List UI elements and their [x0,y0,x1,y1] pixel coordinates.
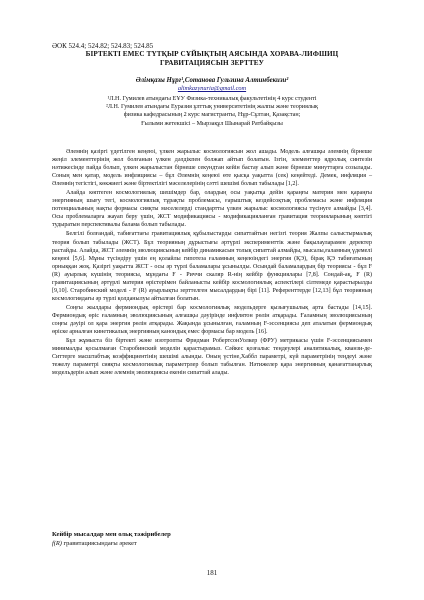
affiliation-line: Ғылыми жетекшісі – Мырзақұл Шынарай Ратбайқызы [141,120,283,127]
section-subline-text: гравитациясындағы әрекет [63,540,137,547]
body-paragraph: Бұл жұмыста біз біртекті және изотропты Фридман РобертсонУолкер (ФРУ) метрикасы үшін F-эссенциясымен минималды қосылмаған Старобинский моделін қарастырамыз. Сәйкес қозғалыс теңдеулері аналитикалық, кванзи-де-Ситтерге масштабтық коэффициентінің шешімі алынды. Оның үстіне,Хаббл параметрі, күй параметрінің теңдеуі және тежелу параметрі сияқты космологиялық параметрлер болып табылған. Нәтижелер қара энергияның қанағаттанарлық модельдерін алып және әлемнің эволюциясы екенін сипаттай алады. [52,338,372,377]
body-paragraph: Алайда көптеген космологиялық шешімдер бар, олардың осы уақытқа дейін қараңғы материя мен қараңғы энергияның шығу тегі, космологиялық тұрақты проблемасы, ғарыштық кездейсоқтық проблемасы және инфляция потенциалының нақты формасы сияқты мәселелерді стандартты үлкен жарылыс космологиясы түсінуге алмайды [3,4]. Осы проблемаларға жауап беру үшін, ЖСТ модификациясы - модификацияланған гравитация теорияларының көптігі тудыратын перспективалы балама болып табылады. [52,190,372,229]
paper-title [52,50,372,68]
title-line-2: ГРАВИТАЦИЯСЫН ЗЕРТТЕУ [159,59,265,67]
affiliation-line: ²Л.Н. Гумилев атындағы Еуразия ұлттық университетінің жалпы және теориялық [106,104,318,111]
title-line-1: БІРТЕКТІ ЕМЕС ТҮТҚЫР СҰЙЫҚТЫҢ АЯСЫНДА ХОРАВА-ЛИФШИЦ [85,50,339,58]
affiliations [52,95,372,128]
body-paragraph: Белгілі болғандай, табиғаттағы гравитациялық құбылыстарды сипаттайтын негізгі теория Жалпы салыстырмалық теория болып табылады (ЖСТ). Бұл теорияның дұрыстығы әртүрлі эксперименттік және бақылауларамен деректер растайды. Алайда, ЖСТ әлемнің эволюциясының кейбір динамикасын толық сипаттай алмайды, мысалы,ғаламның үдемелі кеңеюі [5,6]. Мұны түсіндіру үшін ең қолайлы гипотеза ғаламның кеңеюіндегі энергия (ҚЭ), бірақ ҚЭ табиғатының орныққан жоқ. Қазіргі уақытта ЖСТ - осы әр түрлі баламалары ұсынылды. Осындай баламалардың бір теориясы - бұл F (R) ауырлық күшінің теориясы, мұндағы F - Риччи скаляр R-нің кейбір функциялары [7,8]. Сондай-ақ, F (R) гравитациясының әртүрлі материя өрістерімен байланысты кейбір космологиялық аспектілері сілтемеде қарастырылды [9,10]. Старобинский моделі - F (R) ауырлықты зерттелген мысалдардың бірі [11]. Референттерде [12,13] бұл теорияның космологиядағы әр түрлі қолданылуы айтылған болатын. [52,231,372,302]
body-paragraph: Соңғы жылдары фермиондық өрістері бар космологиялық модельдерге қызығушылық арта бастады [14,15]. Фермиондық өріс ғаламның эволюциясының алғашқы дәуірінде инфлятон рөлін атқарады. Ғаламның эволюциясының соңғы дәуірі ол қара энергия рөлін атқарады. Жақында ұсынылған, ғаламның F-эссенциясы деп аталатын фермиондық өріске арналған кинетикалық энергияның канондық емес формасы бар модель [16]. [52,304,372,336]
paper-body [52,148,372,377]
body-paragraph: Әлемнің қазіргі үдетілген кеңеюі, үлкен жарылыс космологиясын жол ашады. Модель алғашқы әлемнің бірнеше жеңіл элементтерінің жол болғанын үлкен дәлдікпен болжап айтып болатын. Ізгін, элементтер ядролық синтезін нәтижесінде пайда болып, үлкен жарылыстан бірнеше секундтан кейін бастау алып және бірнеше минуттарға созылады. Соның мен қатар, модель инфляциясы – бұл Әлемнің кеңеюі өте қысқа уақытта (сек) кеңейтеді. Демек, инфляция –Әлемнің тегістігі, көкжиегі және біртектілігі мәселелерінің сәтті шешімі болып табылады [1,2]. [52,149,372,188]
affiliation-line: физика кафедрасының 2 курс магистранты, Нұр-Сұлтан, Қазақстан; [123,112,301,119]
udk-code: ӘОК 524.4; 524.82; 524.83; 524.85 [52,42,154,50]
section-subline [52,540,137,547]
page-number: 181 [206,569,218,577]
author-email[interactable]: alimkazynuria@gmail.com [177,85,247,92]
function-symbol: f(R) [52,540,62,547]
authors: Әлімқазы Нұрғ¹,Сотанова Гульзина Алтинбекизи² [135,77,289,84]
section-heading: Кейбір мысалдар мен ольқ тәжірибелер [52,531,171,538]
affiliation-line: ¹Л.Н. Гумилев атындағы ЕҰУ Физика-техникалық факультетінің 4 курс студенті [107,96,317,102]
